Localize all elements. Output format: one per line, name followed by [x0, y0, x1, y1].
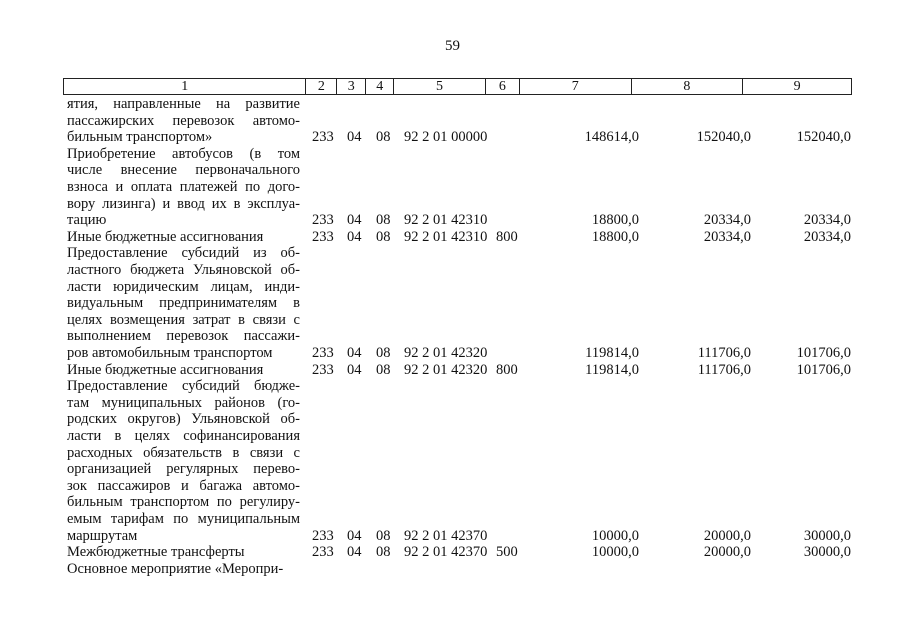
description-line: ров автомобильным транспортом — [67, 344, 273, 361]
description-line: расходных обязательств в связи с — [67, 444, 300, 461]
cell-col-8: 20334,0 — [703, 212, 751, 229]
cell-col-8: 111706,0 — [697, 344, 751, 361]
cell-col-3: 04 — [347, 344, 362, 361]
description-line: маршрутам — [67, 527, 138, 544]
cell-col-9: 152040,0 — [796, 129, 851, 146]
cell-col-8: 20000,0 — [703, 527, 751, 544]
description-line: там муниципальных районов (го- — [67, 394, 300, 411]
row-description — [67, 229, 300, 246]
table-row — [0, 378, 905, 544]
table-row — [0, 561, 905, 578]
header-cell-2: 2 — [306, 79, 337, 94]
description-line: выполнением перевозок пассажи- — [67, 328, 300, 345]
description-line: ятия, направленные на развитие — [67, 96, 300, 112]
description-line: видуальным предпринимателям в — [67, 295, 300, 312]
cell-col-2: 233 — [312, 544, 334, 561]
cell-col-8: 111706,0 — [697, 361, 751, 378]
cell-col-3: 04 — [347, 228, 362, 245]
description-line: ластного бюджета Ульяновской об- — [67, 261, 300, 278]
description-line: Иные бюджетные ассигнования — [67, 228, 264, 245]
cell-col-7: 10000,0 — [591, 544, 639, 561]
cell-col-7: 18800,0 — [591, 212, 639, 229]
row-description — [67, 544, 300, 561]
header-cell-1: 1 — [64, 79, 306, 94]
row-description — [67, 146, 300, 229]
description-line: Иные бюджетные ассигнования — [67, 361, 264, 378]
header-cell-3: 3 — [337, 79, 366, 94]
description-line: ласти юридическим лицам, инди- — [67, 278, 300, 295]
cell-col-5: 92 2 01 42310 — [404, 212, 488, 229]
cell-col-3: 04 — [347, 361, 362, 378]
cell-col-2: 233 — [312, 344, 334, 361]
cell-col-5: 92 2 01 42320 — [404, 361, 488, 378]
table-row — [0, 96, 905, 146]
description-line: зок пассажиров и багажа автомо- — [67, 477, 300, 494]
header-cell-9: 9 — [793, 79, 801, 94]
description-line: бильным транспортом» — [67, 129, 213, 146]
cell-col-2: 233 — [312, 212, 334, 229]
cell-col-5: 92 2 01 42370 — [404, 527, 488, 544]
cell-col-9: 101706,0 — [796, 361, 851, 378]
description-line: тацию — [67, 212, 107, 229]
cell-col-8: 20334,0 — [703, 228, 751, 245]
cell-col-7: 10000,0 — [591, 527, 639, 544]
cell-col-4: 08 — [376, 344, 391, 361]
row-description — [67, 378, 300, 544]
description-line: пассажирских перевозок автомо- — [67, 112, 300, 129]
row-description — [67, 96, 300, 146]
row-description — [67, 245, 300, 361]
cell-col-8: 152040,0 — [696, 129, 751, 146]
cell-col-3: 04 — [347, 544, 362, 561]
cell-col-7: 148614,0 — [584, 129, 639, 146]
cell-col-4: 08 — [376, 527, 391, 544]
cell-col-6: 800 — [496, 361, 518, 378]
header-cell-4: 4 — [366, 79, 394, 94]
header-cell-7: 7 — [520, 79, 632, 94]
row-description — [67, 561, 300, 578]
cell-col-8: 20000,0 — [703, 544, 751, 561]
description-line: родских округов) Ульяновской об- — [67, 411, 300, 428]
description-line: Межбюджетные трансферты — [67, 544, 245, 561]
page-number: 59 — [445, 38, 460, 54]
table-row — [0, 229, 905, 246]
table-row — [0, 362, 905, 379]
cell-col-5: 92 2 01 00000 — [404, 129, 488, 146]
cell-col-2: 233 — [312, 527, 334, 544]
table-body — [0, 96, 905, 577]
description-line: взноса и оплата платежей по дого- — [67, 178, 300, 195]
cell-col-4: 08 — [376, 361, 391, 378]
cell-col-4: 08 — [376, 212, 391, 229]
header-cell-8: 8 — [632, 79, 744, 94]
table-header-row — [63, 78, 852, 95]
table-row — [0, 245, 905, 361]
cell-col-9: 101706,0 — [796, 344, 851, 361]
cell-col-4: 08 — [376, 228, 391, 245]
cell-col-7: 119814,0 — [585, 361, 639, 378]
description-line: целях возмещения затрат в связи с — [67, 311, 300, 328]
description-line: вору лизинга) и ввод их в эксплуа- — [67, 195, 300, 212]
cell-col-3: 04 — [347, 527, 362, 544]
cell-col-9: 30000,0 — [803, 544, 851, 561]
cell-col-5: 92 2 01 42370 — [404, 544, 488, 561]
header-cell-6: 6 — [486, 79, 520, 94]
description-line: бильным транспортом по регулиру- — [67, 494, 300, 511]
cell-col-6: 800 — [496, 228, 518, 245]
description-line: организацией регулярных перево- — [67, 461, 300, 478]
cell-col-3: 04 — [347, 212, 362, 229]
cell-col-7: 119814,0 — [585, 344, 639, 361]
table-row — [0, 544, 905, 561]
cell-col-9: 30000,0 — [803, 527, 851, 544]
description-line: числе внесение первоначального — [67, 162, 300, 179]
description-line: Предоставление субсидий бюдже- — [67, 378, 300, 395]
cell-col-2: 233 — [312, 228, 334, 245]
cell-col-4: 08 — [376, 544, 391, 561]
cell-col-5: 92 2 01 42310 — [404, 228, 488, 245]
cell-col-7: 18800,0 — [591, 228, 639, 245]
description-line: Предоставление субсидий из об- — [67, 245, 300, 262]
description-line: ласти в целях софинансирования — [67, 427, 300, 444]
row-description — [67, 362, 300, 379]
cell-col-6: 500 — [496, 544, 518, 561]
cell-col-5: 92 2 01 42320 — [404, 344, 488, 361]
description-line: емым тарифам по муниципальным — [67, 510, 300, 527]
cell-col-2: 233 — [312, 361, 334, 378]
cell-col-4: 08 — [376, 129, 391, 146]
description-line: Основное мероприятие «Меропри- — [67, 560, 284, 577]
cell-col-9: 20334,0 — [803, 212, 851, 229]
description-line: Приобретение автобусов (в том — [67, 145, 300, 162]
table-row — [0, 146, 905, 229]
cell-col-2: 233 — [312, 129, 334, 146]
header-cell-5: 5 — [394, 79, 486, 94]
cell-col-9: 20334,0 — [803, 228, 851, 245]
cell-col-3: 04 — [347, 129, 362, 146]
